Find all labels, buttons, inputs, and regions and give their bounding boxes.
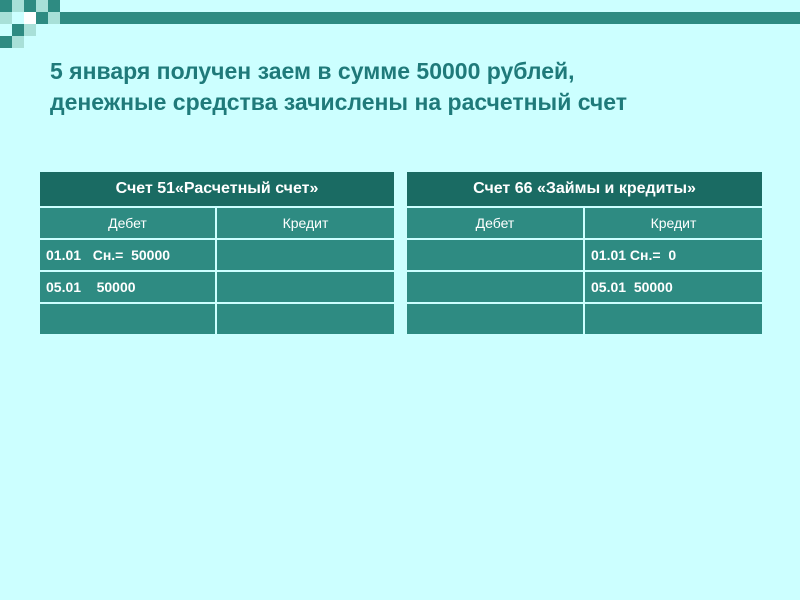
decor-square: [24, 12, 36, 24]
account-51-debit-cell: 05.01 50000: [39, 271, 216, 303]
account-66-table: [405, 170, 764, 336]
account-66-debit-cell: [406, 239, 584, 271]
decorative-header-pattern: [0, 0, 800, 50]
table-row: [39, 303, 395, 335]
account-51-debit-label: Дебет: [39, 207, 216, 239]
table-row: [406, 303, 763, 335]
decor-square: [24, 0, 36, 12]
account-66-credit-cell: [584, 303, 763, 335]
account-66-debit-cell: [406, 303, 584, 335]
account-66-debit-cell: [406, 271, 584, 303]
decor-square: [48, 0, 60, 12]
table-row: [406, 271, 763, 303]
account-51-credit-cell: [216, 239, 395, 271]
decor-square: [12, 24, 24, 36]
decor-square: [36, 12, 48, 24]
account-51-table: [38, 170, 396, 336]
account-51-credit-label: Кредит: [216, 207, 395, 239]
account-66-credit-cell: 01.01 Сн.= 0: [584, 239, 763, 271]
table-row: [39, 271, 395, 303]
decor-square: [0, 36, 12, 48]
decor-bar: [60, 12, 800, 24]
account-66-credit-label: Кредит: [584, 207, 763, 239]
slide-title: [50, 56, 770, 118]
account-51-debit-cell: 01.01 Сн.= 50000: [39, 239, 216, 271]
decor-square: [12, 0, 24, 12]
slide-title-line-1: 5 января получен заем в сумме 50000 рублей,: [50, 58, 575, 84]
decor-square: [24, 24, 36, 36]
account-66-header: Счет 66 «Займы и кредиты»: [406, 171, 763, 207]
decor-square: [0, 0, 12, 12]
slide-title-line-2: денежные средства зачислены на расчетный счет: [50, 89, 628, 115]
decor-square: [36, 0, 48, 12]
account-51-debit-cell: [39, 303, 216, 335]
account-51-credit-cell: [216, 271, 395, 303]
account-66-debit-label: Дебет: [406, 207, 584, 239]
account-51-header: Счет 51«Расчетный счет»: [39, 171, 395, 207]
account-51-credit-cell: [216, 303, 395, 335]
account-66-credit-cell: 05.01 50000: [584, 271, 763, 303]
decor-square: [12, 36, 24, 48]
decor-square: [48, 12, 60, 24]
decor-square: [0, 12, 12, 24]
table-row: [39, 239, 395, 271]
table-row: [406, 239, 763, 271]
